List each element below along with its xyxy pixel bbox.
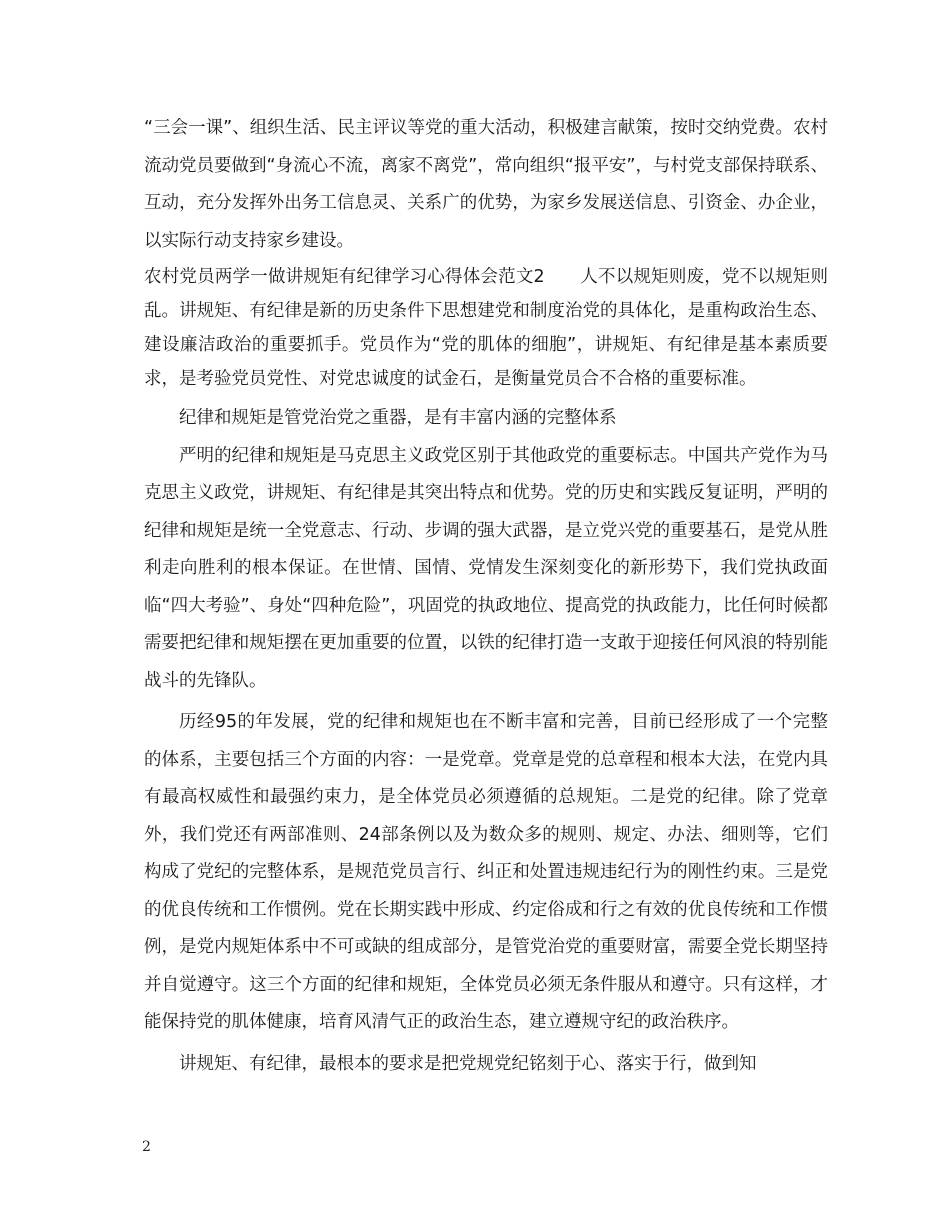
document-body <box>144 110 828 1083</box>
paragraph-essay-title-intro: 农村党员两学一做讲规矩有纪律学习心得体会范文2 人不以规矩则废，党不以规矩则乱。讲规矩、有纪律是新的历史条件下思想建党和制度治党的具体化，是重构政治生态、建设廉洁政治的重要抓手。党员作为“党的肌体的细胞”，讲规矩、有纪律是基本素质要求，是考验党员党性、对党忠诚度的试金石，是衡量党员合不合格的重要标准。 <box>144 267 828 389</box>
paragraph-discipline-system: 历经95的年发展，党的纪律和规矩也在不断丰富和完善，目前已经形成了一个完整的体系，主要包括三个方面的内容：一是党章。党章是党的总章程和根本大法，在党内具有最高权威性和最强约束力，是全体党员必须遵循的总规矩。二是党的纪律。除了党章外，我们党还有两部准则、24部条例以及为数众多的规则、规定、办法、细则等，它们构成了党纪的完整体系，是规范党员言行、纠正和处置违规违纪行为的刚性约束。三是党的优良传统和工作惯例。党在长期实践中形成、约定俗成和行之有效的优良传统和工作惯例，是党内规矩体系中不可或缺的组成部分，是管党治党的重要财富，需要全党长期坚持并自觉遵守。这三个方面的纪律和规矩，全体党员必须无条件服从和遵守。只有这样，才能保持党的肌体健康，培育风清气正的政治生态，建立遵规守纪的政治秩序。 <box>144 712 828 1032</box>
paragraph-section-heading: 纪律和规矩是管党治党之重器，是有丰富内涵的完整体系 <box>179 408 617 428</box>
page-number: 2 <box>142 1139 151 1155</box>
paragraph-continuation: “三会一课”、组织生活、民主评议等党的重大活动，积极建言献策，按时交纳党费。农村流动党员要做到“身流心不流，离家不离党”，常向组织“报平安”，与村党支部保持联系、互动，充分发挥外出务工信息灵、关系广的优势，为家乡发展送信息、引资金、办企业，以实际行动支持家乡建设。 <box>144 118 828 251</box>
paragraph-discipline-significance: 严明的纪律和规矩是马克思主义政党区别于其他政党的重要标志。中国共产党作为马克思主义政党，讲规矩、有纪律是其突出特点和优势。党的历史和实践反复证明，严明的纪律和规矩是统一全党意志、行动、步调的强大武器，是立党兴党的重要基石，是党从胜利走向胜利的根本保证。在世情、国情、党情发生深刻变化的新形势下，我们党执政面临“四大考验”、身处“四种危险”，巩固党的执政地位、提高党的执政能力，比任何时候都需要把纪律和规矩摆在更加重要的位置，以铁的纪律打造一支敢于迎接任何风浪的特别能战斗的先锋队。 <box>144 445 828 691</box>
paragraph-requirement: 讲规矩、有纪律，最根本的要求是把党规党纪铭刻于心、落实于行，做到知 <box>179 1053 757 1074</box>
